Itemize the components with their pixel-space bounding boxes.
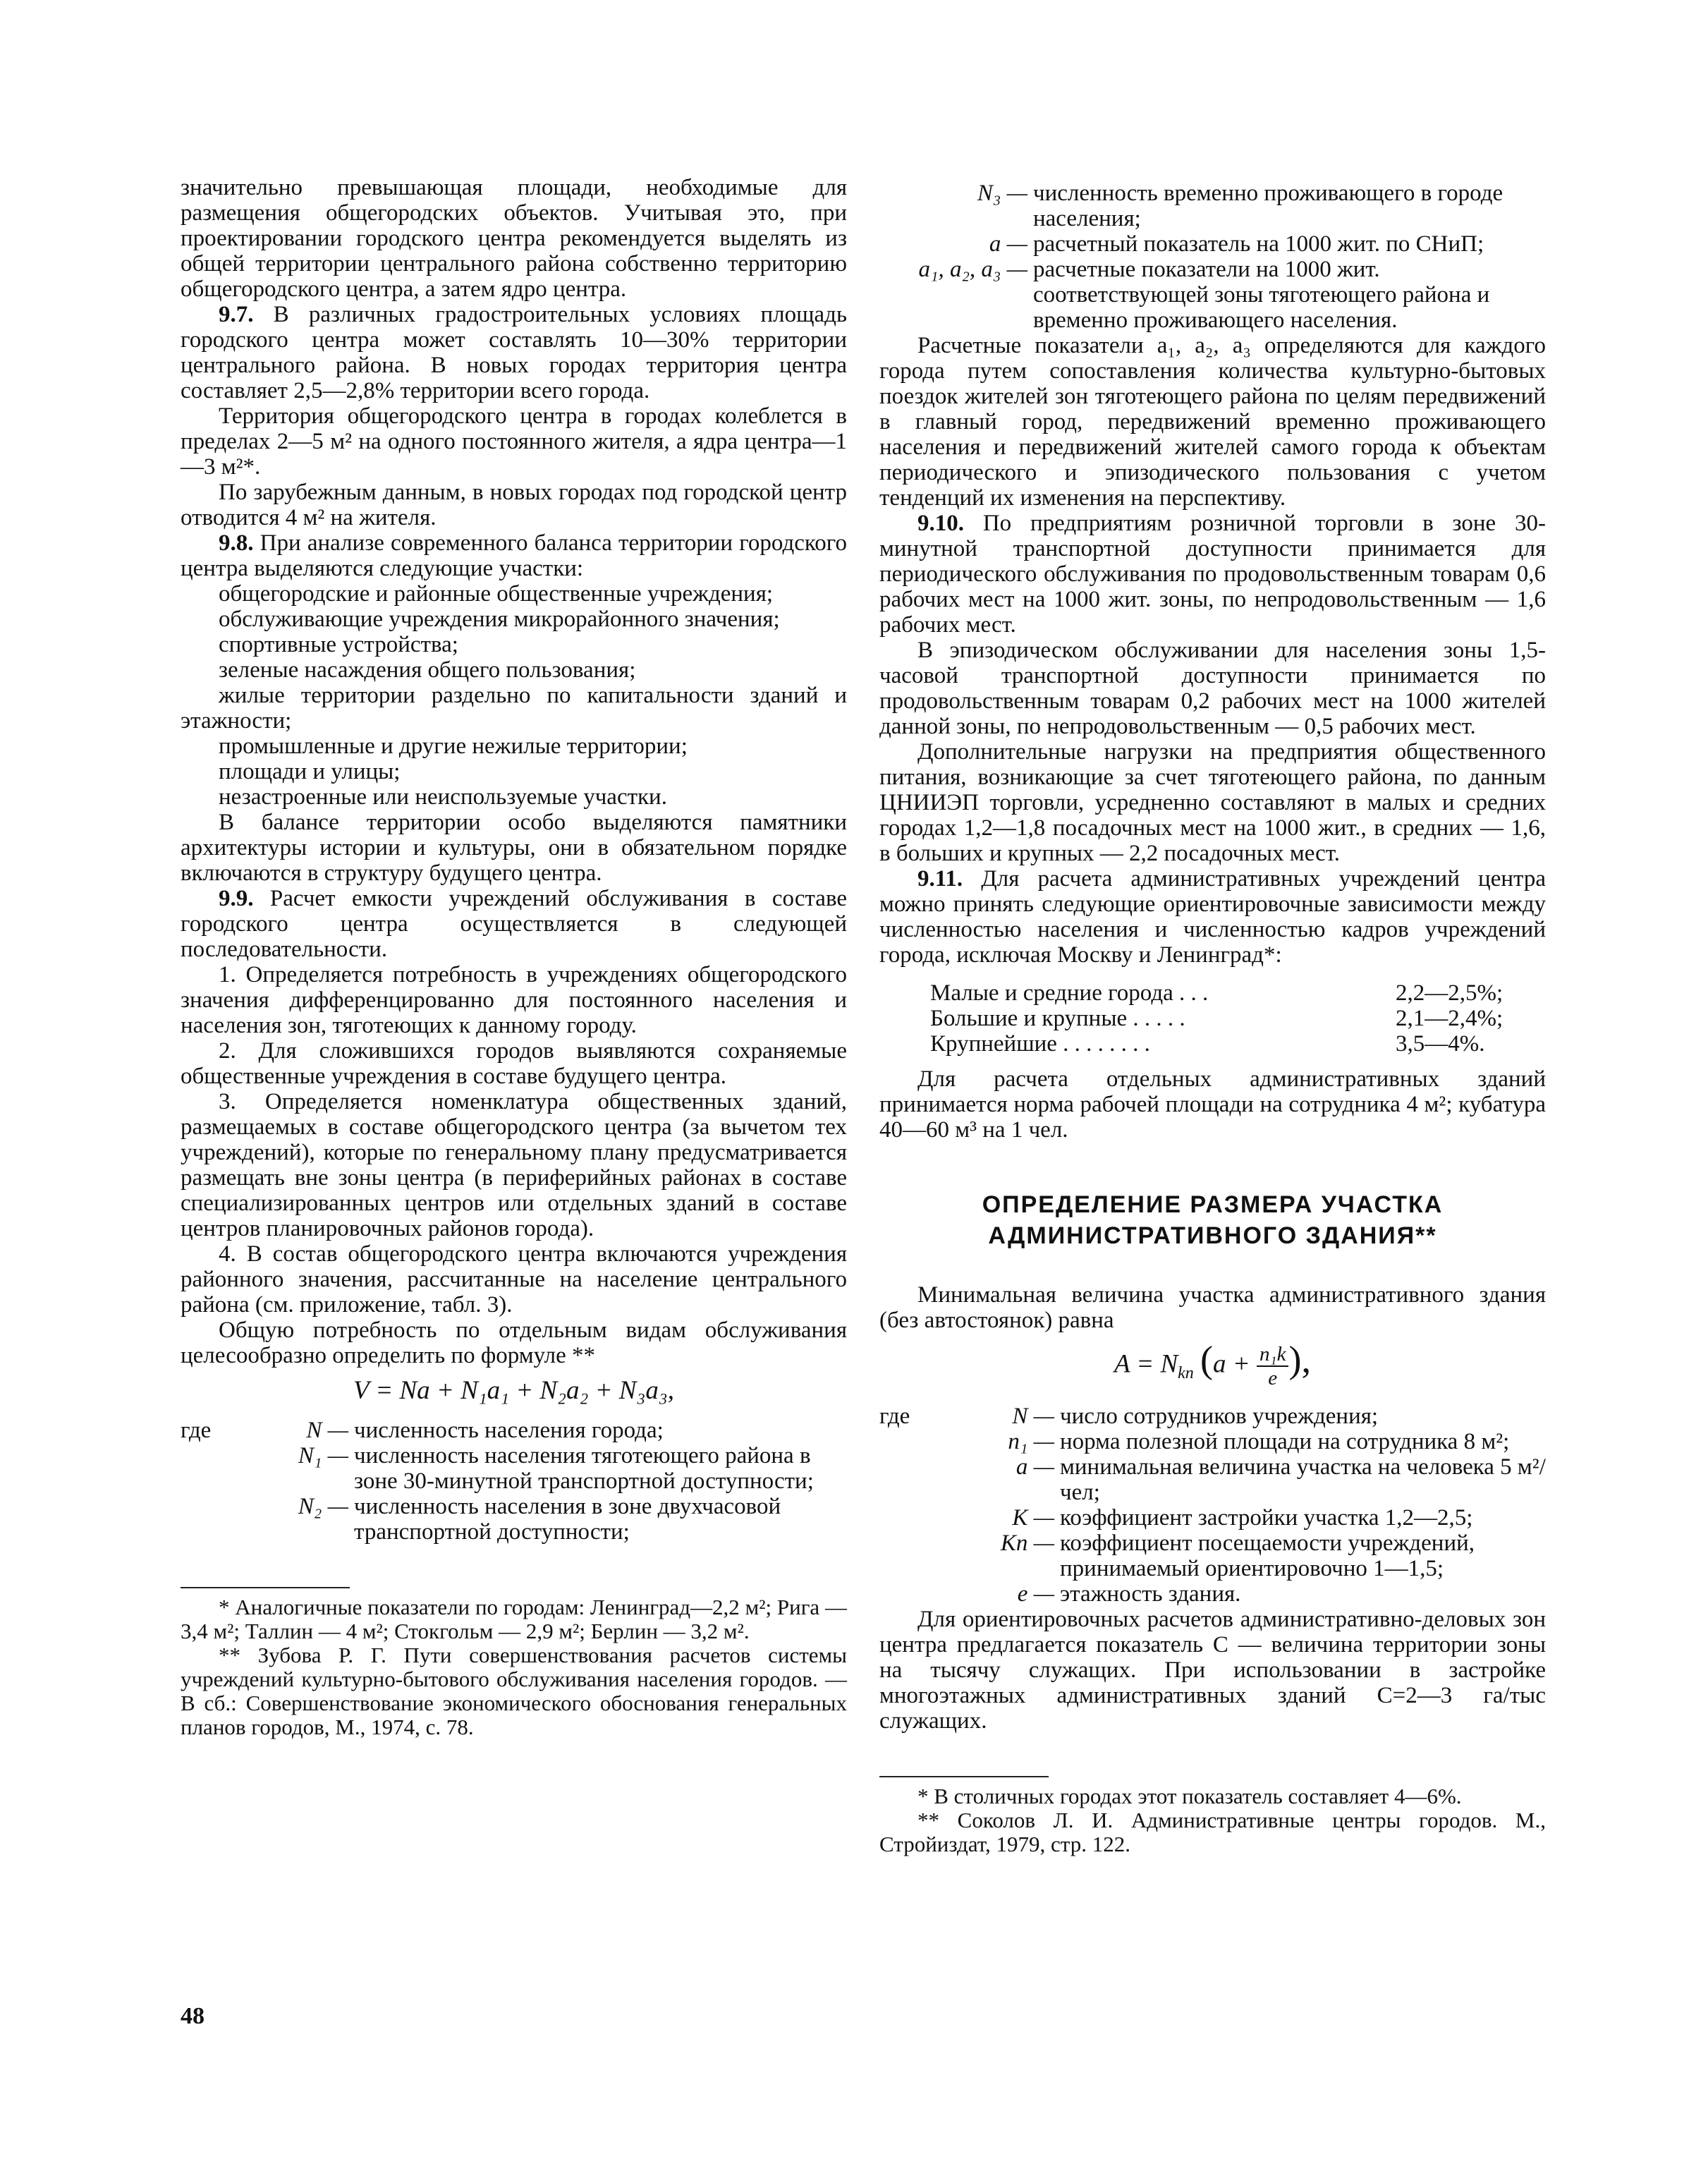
section-heading: [879, 1189, 1546, 1251]
formula-a: $A = N_{kп}$ (a + $\frac{\text{n₁k}}{e}$ ),: [1114, 1338, 1311, 1389]
paragraph-text: Расчет емкости учреждений обслуживания в составе городского центра осуществляется в следующей последовательности.: [181, 886, 847, 962]
fraction-denominator: e: [1268, 1367, 1278, 1389]
paragraph-text: В различных градостроительных условиях площадь городского центра может составлять 10—30% территории центрального района. В новых городах территория центра составляет 2,5—2,8% территории всего города.: [181, 302, 847, 403]
clause-number: 9.11.: [917, 866, 963, 892]
paragraph-9-8: [181, 530, 847, 581]
footnote-divider: [181, 1587, 350, 1588]
definition-symbol: N —: [1012, 1404, 1054, 1429]
table-cell-label: Малые и средние города . . .: [930, 980, 1209, 1006]
definition-text: коэффициент застройки участка 1,2—2,5;: [1060, 1505, 1473, 1531]
paragraph-text: При анализе современного баланса территории городского центра выделяются следующие участки:: [181, 530, 847, 581]
paragraph: Минимальная величина участка административного здания (без автостоянок) равна: [879, 1282, 1546, 1333]
definition-text: расчетный показатель на 1000 жит. по СНиП;: [1033, 231, 1484, 257]
footnote-divider: [879, 1776, 1049, 1777]
paragraph-text: Для расчета административных учреждений центра можно принять следующие ориентировочные зависимости между численностью населения и численностью кадров учреждений города, исключая Москву и Ленинград*:: [879, 866, 1546, 968]
definition-symbol: Kп —: [1000, 1531, 1054, 1556]
paragraph-9-7: [181, 302, 847, 403]
footnote: * В столичных городах этот показатель составляет 4—6%.: [917, 1784, 1462, 1808]
list-item: зеленые насаждения общего пользования;: [219, 657, 636, 683]
definition-text: численность населения в зоне двухчасовой транспортной доступности;: [354, 1494, 781, 1545]
formula-v: V = Na + N₁a₁ + N₂a₂ + N₃a₃,: [353, 1376, 674, 1405]
left-column: [181, 175, 847, 1739]
paragraph: 2. Для сложившихся городов выявляются сохраняемые общественные учреждения в составе будущего центра.: [181, 1038, 847, 1089]
footnote: ** Соколов Л. И. Административные центры городов. М., Стройиздат, 1979, стр. 122.: [879, 1808, 1546, 1856]
list-item: обслуживающие учреждения микрорайонного значения;: [219, 607, 780, 632]
formula-term: a +: [1213, 1349, 1250, 1379]
definition-text: коэффициент посещаемости учреждений, принимаемый ориентировочно 1—1,5;: [1060, 1531, 1475, 1581]
definition-text: численность населения города;: [354, 1418, 664, 1443]
list-item: незастроенные или неиспользуемые участки.: [219, 784, 667, 810]
definition-symbol: n₁ —: [1008, 1429, 1054, 1454]
table-cell-label: Крупнейшие . . . . . . . .: [930, 1031, 1150, 1057]
paragraph: 1. Определяется потребность в учреждениях общегородского значения дифференцированно для постоянного населения и населения зон, тяготеющих к данному городу.: [181, 962, 847, 1038]
definition-text: этажность здания.: [1060, 1581, 1241, 1607]
paragraph-9-11: [879, 866, 1546, 968]
footnote: ** Зубова Р. Г. Пути совершенствования расчетов системы учреждений культурно-бытового обслуживания населения городов. — В сб.: Совершенствование экономического обоснования генеральных планов городов, М., 1974, с. 78.: [181, 1643, 847, 1739]
footnote: * Аналогичные показатели по городам: Ленинград—2,2 м²; Рига — 3,4 м²; Таллин — 4 м²; Стокгольм — 2,9 м²; Берлин — 3,2 м².: [181, 1595, 847, 1643]
table-cell-value: 3,5—4%.: [1396, 1031, 1485, 1057]
definition-symbol: a₁, a₂, a₃ —: [918, 257, 1027, 282]
paragraph: По зарубежным данным, в новых городах под городской центр отводится 4 м² на жителя.: [181, 480, 847, 530]
paragraph-9-9: [181, 886, 847, 962]
definition-symbol: e —: [1017, 1581, 1054, 1607]
definition-text: численность временно проживающего в городе населения;: [1033, 181, 1503, 231]
definition-text: численность населения тяготеющего района в зоне 30-минутной транспортной доступности;: [354, 1443, 814, 1494]
definition-symbol: a —: [1015, 1454, 1054, 1480]
list-item: спортивные устройства;: [219, 632, 458, 657]
paragraph: Расчетные показатели a₁, a₂, a₃ определяются для каждого города путем сопоставления количества культурно-бытовых поездок жителей зон тяготеющего района по целям передвижений в главный город, передвижений временно проживающего населения и передвижений жителей самого города к объектам периодического и эпизодического пользования с учетом тенденций их изменения на перспективу.: [879, 333, 1546, 511]
definition-text: норма полезной площади на сотрудника 8 м²;: [1060, 1429, 1510, 1454]
definition-symbol: N₁ —: [298, 1443, 348, 1468]
definition-text: расчетные показатели на 1000 жит. соответствующей зоны тяготеющего района и временно проживающего населения.: [1033, 257, 1490, 333]
formula-definitions: [181, 1418, 847, 1545]
definition-text: минимальная величина участка на человека 5 м²/чел;: [1060, 1454, 1546, 1505]
page-number: 48: [181, 2003, 205, 2029]
where-label: где: [879, 1404, 910, 1429]
where-label: где: [181, 1418, 212, 1443]
paragraph-9-10: [879, 511, 1546, 638]
formula-fraction: [1257, 1343, 1288, 1389]
table-cell-label: Большие и крупные . . . . .: [930, 1006, 1185, 1031]
paragraph: В балансе территории особо выделяются памятники архитектуры истории и культуры, они в обязательном порядке включаются в структуру будущего центра.: [181, 810, 847, 886]
clause-number: 9.10.: [917, 511, 964, 536]
definition-symbol: N₃ —: [977, 181, 1027, 206]
paragraph: Территория общегородского центра в городах колеблется в пределах 2—5 м² на одного постоянного жителя, а ядра центра—1—3 м²*.: [181, 403, 847, 480]
list-item: жилые территории раздельно по капитальности зданий и этажности;: [181, 683, 847, 734]
table-cell-value: 2,2—2,5%;: [1396, 980, 1503, 1006]
clause-number: 9.7.: [219, 302, 254, 327]
clause-number: 9.9.: [219, 886, 254, 911]
definition-symbol: N —: [306, 1418, 348, 1443]
clause-number: 9.8.: [219, 530, 254, 556]
table-row: [930, 1006, 1546, 1031]
formula-definitions-a: [879, 1404, 1546, 1607]
definition-symbol: K —: [1012, 1505, 1054, 1531]
paragraph: Дополнительные нагрузки на предприятия общественного питания, возникающие за счет тяготеющего района, по данным ЦНИИЭП торговли, усредненно составляют в малых и средних городах 1,2—1,8 посадочных мест на 1000 жит., в средних — 1,6, в больших и крупных — 2,2 посадочных мест.: [879, 739, 1546, 866]
paragraph: значительно превышающая площади, необходимые для размещения общегородских объектов. Учитывая это, при проектировании городского центра рекомендуется выделять из общей территории центрального района собственно территорию общегородского центра, а затем ядро центра.: [181, 175, 847, 302]
table-row: [930, 1031, 1546, 1057]
paragraph: 3. Определяется номенклатура общественных зданий, размещаемых в составе общегородского центра (за вычетом тех учреждений), которые по генеральному плану предусматривается размещать вне зоны центра (в периферийных районах в составе специализированных центров или отдельных зданий в составе центров планировочных районов города).: [181, 1089, 847, 1241]
paragraph: Для расчета отдельных административных зданий принимается норма рабочей площади на сотрудника 4 м²; кубатура 40—60 м³ на 1 чел.: [879, 1066, 1546, 1143]
paragraph: Для ориентировочных расчетов административно-деловых зон центра предлагается показатель C — величина территории зоны на тысячу служащих. При использовании в застройке многоэтажных административных зданий C=2—3 га/тыс служащих.: [879, 1607, 1546, 1734]
definition-symbol: N₂ —: [298, 1494, 348, 1519]
table-row: [930, 980, 1546, 1006]
definition-text: число сотрудников учреждения;: [1060, 1404, 1379, 1429]
definition-symbol: a —: [989, 231, 1027, 257]
staff-ratio-table: [930, 980, 1546, 1057]
paragraph: Общую потребность по отдельным видам обслуживания целесообразно определить по формуле **: [181, 1318, 847, 1368]
formula-definitions-continued: [879, 181, 1546, 333]
list-item: промышленные и другие нежилые территории;: [219, 734, 688, 759]
formula-subscript: kп: [1178, 1363, 1194, 1382]
right-column: [879, 175, 1546, 1856]
fraction-numerator: n₁k: [1257, 1343, 1288, 1367]
list-item: общегородские и районные общественные учреждения;: [219, 581, 774, 607]
heading-line: ОПРЕДЕЛЕНИЕ РАЗМЕРА УЧАСТКА: [982, 1191, 1444, 1218]
list-item: площади и улицы;: [219, 759, 401, 784]
paragraph: 4. В состав общегородского центра включаются учреждения районного значения, рассчитанные на население центрального района (см. приложение, табл. 3).: [181, 1241, 847, 1318]
formula-lhs: A = N: [1114, 1349, 1178, 1379]
table-cell-value: 2,1—2,4%;: [1396, 1006, 1503, 1031]
paragraph-text: По предприятиям розничной торговли в зоне 30-минутной транспортной доступности принимается для периодического обслуживания по продовольственным товарам 0,6 рабочих мест на 1000 жит. зоны, по непродовольственным — 1,6 рабочих мест.: [879, 511, 1546, 638]
formula-end: ),: [1288, 1338, 1311, 1381]
paragraph: В эпизодическом обслуживании для населения зоны 1,5-часовой транспортной доступности принимается по продовольственным товарам 0,2 рабочих мест на 1000 жителей данной зоны, по непродовольственным — 0,5 рабочих мест.: [879, 638, 1546, 739]
heading-line: АДМИНИСТРАТИВНОГО ЗДАНИЯ**: [988, 1222, 1437, 1249]
